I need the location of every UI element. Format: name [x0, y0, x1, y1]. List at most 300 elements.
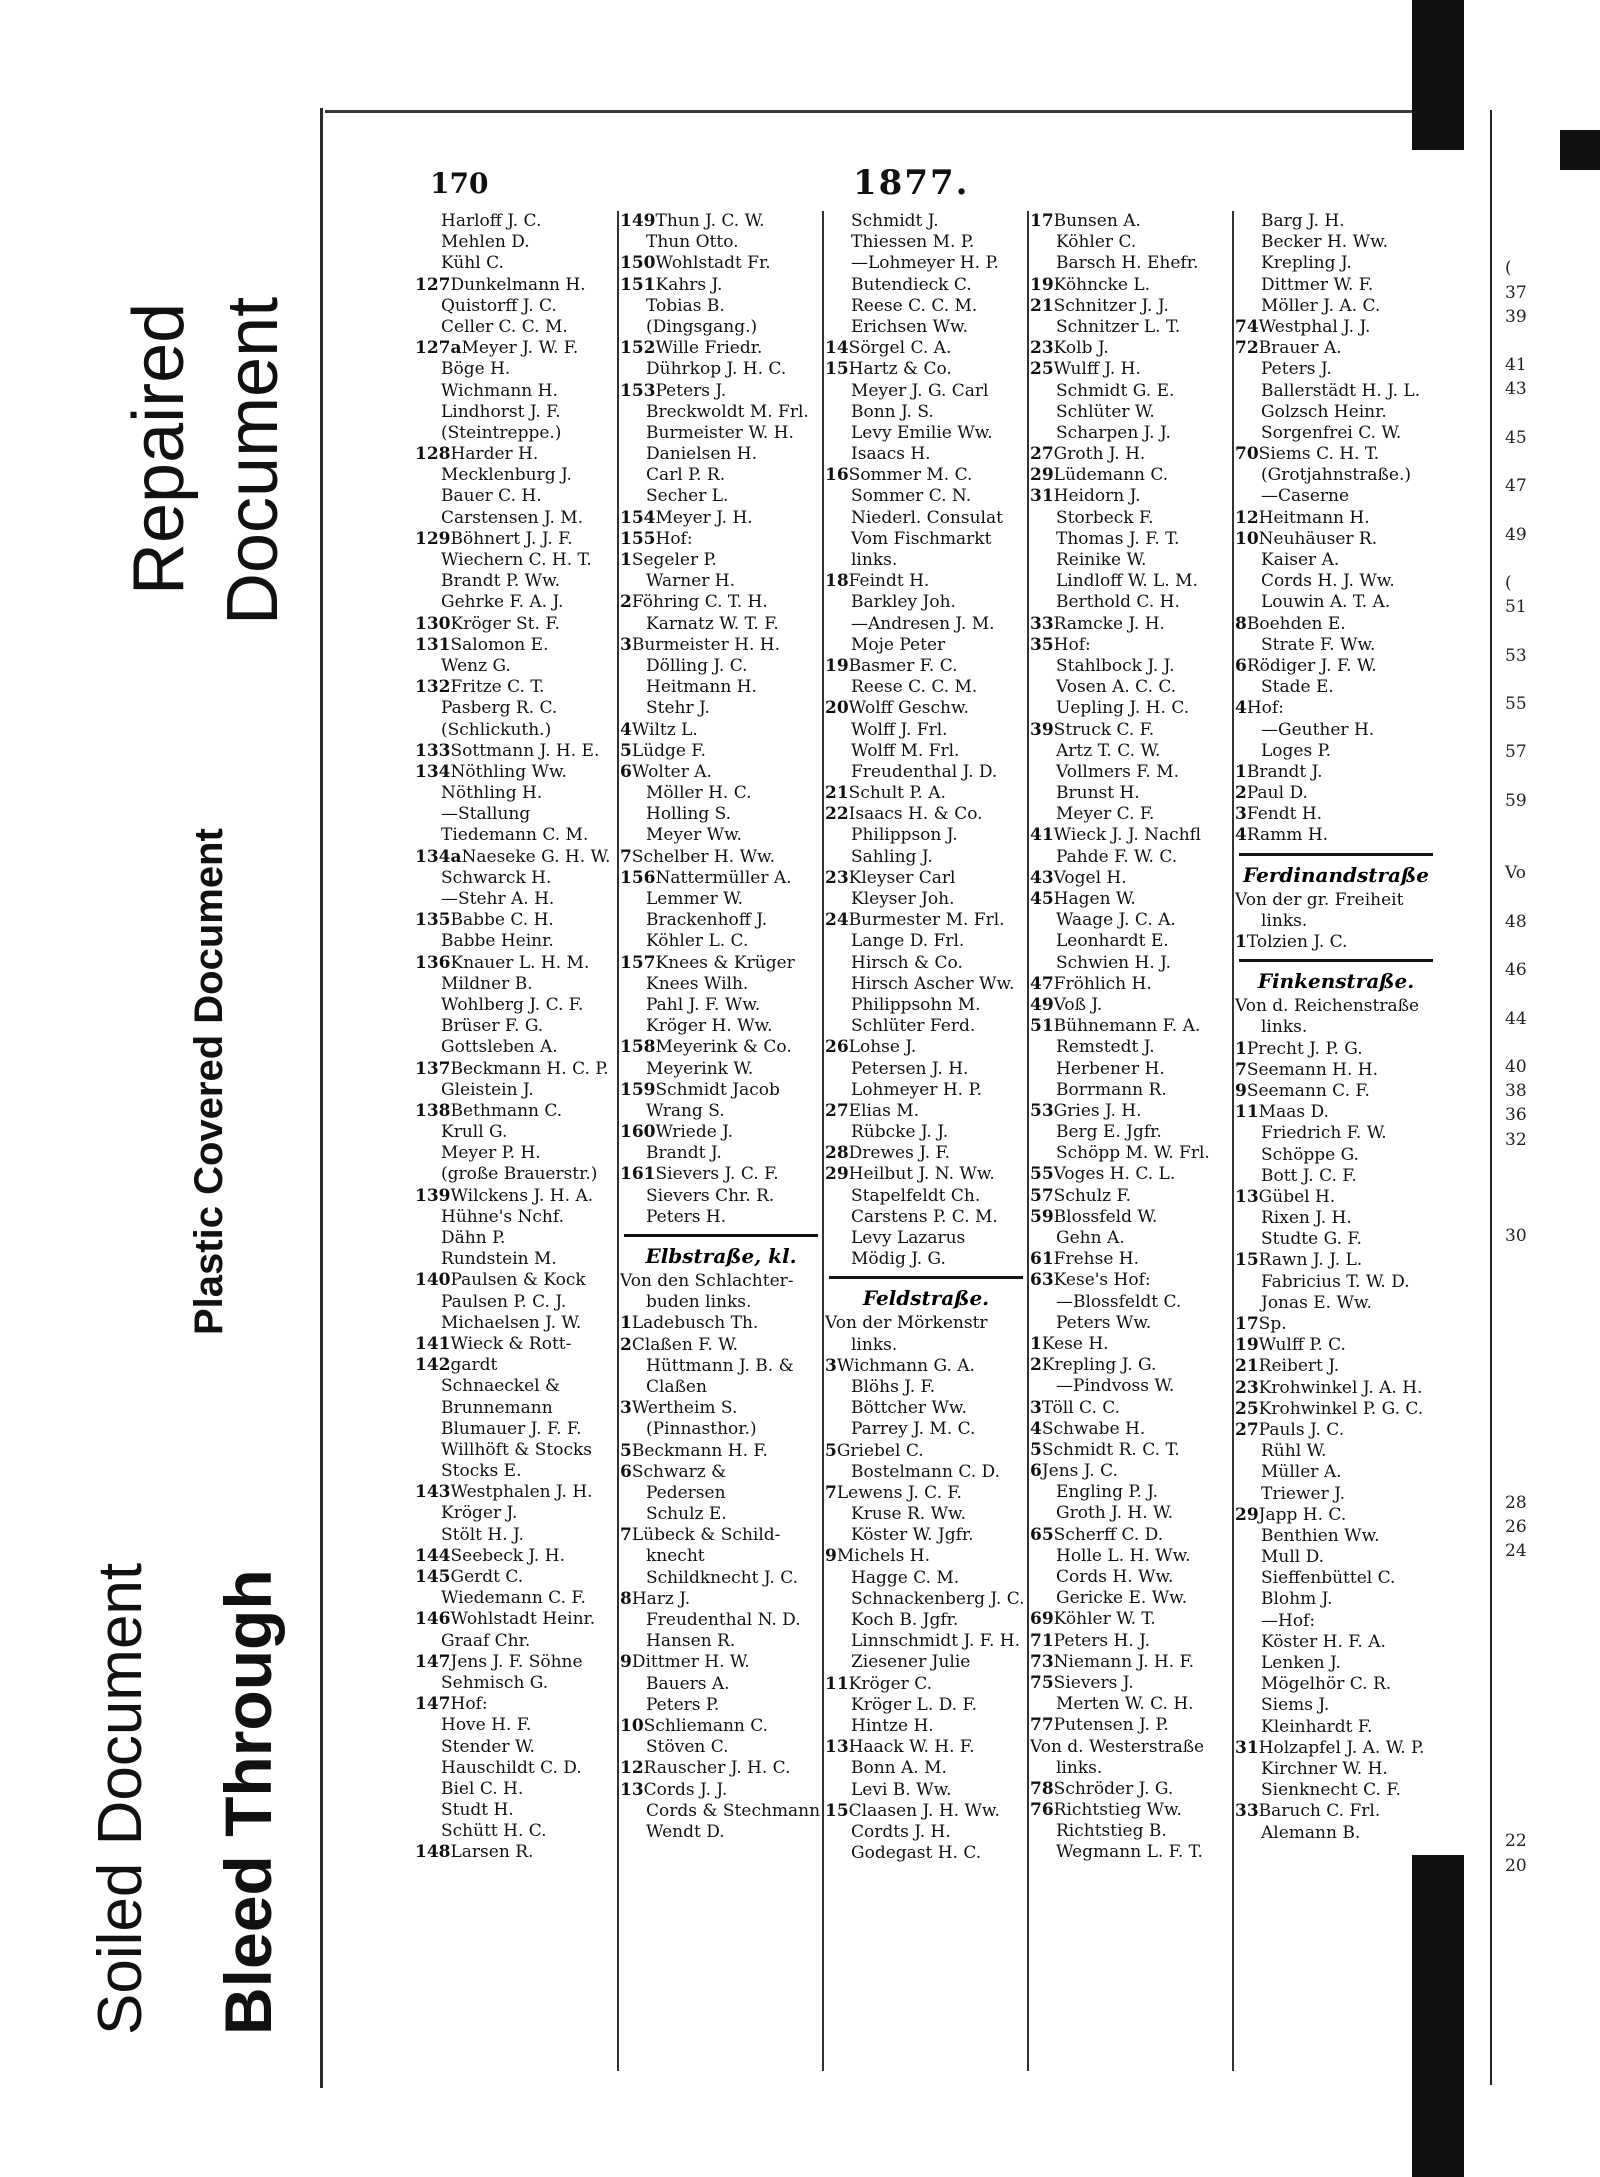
directory-entry	[1235, 1187, 1437, 1208]
directory-entry	[620, 1101, 822, 1122]
resident-name: Kröger C.	[848, 1673, 933, 1694]
resident-name: Niederl. Consulat	[851, 507, 1003, 528]
resident-name: Erichsen Ww.	[851, 316, 968, 337]
resident-name: Paulsen & Kock	[450, 1270, 586, 1291]
resident-name: Barkley Joh.	[851, 592, 956, 613]
house-number: 41	[1030, 825, 1054, 846]
resident-name: Parrey J. M. C.	[851, 1419, 976, 1440]
house-number: 49	[1030, 994, 1054, 1015]
house-number: 145	[415, 1567, 451, 1587]
resident-name: Schröder J. G.	[1053, 1778, 1174, 1799]
resident-name: Brauer A.	[1258, 338, 1342, 359]
directory-entry	[415, 741, 617, 762]
resident-name: Peters H. J.	[1053, 1630, 1151, 1651]
directory-entry	[825, 1207, 1027, 1228]
resident-name: Kröger J.	[441, 1503, 518, 1524]
next-page-line: 36	[1505, 1105, 1527, 1126]
house-number: 127	[415, 274, 451, 295]
resident-name: Quistorff J. C.	[441, 295, 557, 316]
house-number: 11	[1235, 1102, 1259, 1123]
directory-entry	[620, 253, 822, 274]
resident-name: Secher L.	[646, 486, 729, 507]
label-repaired: Repaired	[119, 302, 199, 595]
directory-entry	[415, 1080, 617, 1101]
resident-name: Groth J. H. W.	[1056, 1503, 1173, 1524]
directory-entry	[825, 1016, 1027, 1037]
directory-entry	[620, 211, 822, 232]
directory-entry	[415, 847, 617, 868]
directory-entry	[1235, 1123, 1437, 1144]
resident-name: Claßen F. W.	[631, 1334, 739, 1355]
resident-name: Hof:	[1246, 698, 1284, 719]
binding-bar-bottom	[1412, 1855, 1464, 2177]
directory-entry	[825, 359, 1027, 380]
house-number: 23	[1235, 1377, 1259, 1398]
resident-name: Stender W.	[441, 1736, 535, 1757]
house-number: 22	[825, 804, 849, 825]
directory-entry	[620, 1164, 822, 1185]
directory-entry	[1235, 444, 1437, 465]
resident-name: Schnitzer J. J.	[1053, 295, 1169, 316]
next-page-edge	[1490, 110, 1492, 2085]
directory-entry	[1030, 232, 1232, 253]
directory-entry	[825, 1356, 1027, 1377]
directory-entry	[1235, 550, 1437, 571]
directory-entry	[415, 1186, 617, 1207]
resident-name: Köster H. F. A.	[1261, 1631, 1386, 1652]
house-number: 9	[825, 1546, 837, 1567]
resident-name: Ladebusch Th.	[631, 1313, 759, 1334]
directory-entry	[1235, 804, 1437, 825]
directory-column-1	[415, 211, 619, 2071]
directory-entry	[620, 529, 822, 550]
house-number: 130	[415, 613, 451, 634]
next-page-line: 47	[1505, 476, 1527, 497]
directory-entry	[620, 1419, 822, 1440]
resident-name: Schmidt R. C. T.	[1041, 1439, 1180, 1460]
house-number: 161	[620, 1164, 656, 1185]
house-number: 12	[1235, 507, 1259, 528]
resident-name: Schlüter Ferd.	[851, 1016, 976, 1037]
house-number: 128	[415, 444, 451, 465]
directory-entry	[1030, 1355, 1232, 1376]
directory-entry	[620, 508, 822, 529]
resident-name: Wolff J. Frl.	[851, 719, 948, 740]
directory-entry	[1030, 1398, 1232, 1419]
directory-entry	[1235, 698, 1437, 719]
resident-name: Salomon E.	[450, 634, 549, 655]
house-number: 1	[1235, 1038, 1247, 1059]
house-number: 2	[620, 592, 632, 613]
directory-entry	[415, 592, 617, 613]
directory-entry	[620, 868, 822, 889]
house-number: 17	[1030, 211, 1054, 231]
resident-name: Freudenthal N. D.	[646, 1610, 801, 1630]
street-divider	[624, 1234, 818, 1237]
house-number: 3	[1235, 804, 1247, 825]
directory-entry	[1030, 1715, 1232, 1736]
directory-entry	[825, 317, 1027, 338]
scanned-page	[325, 110, 1455, 2088]
resident-name: Remstedt J.	[1056, 1037, 1155, 1058]
directory-entry	[415, 232, 617, 253]
directory-entry	[1030, 1588, 1232, 1609]
next-page-line: 26	[1505, 1516, 1527, 1537]
directory-entry	[415, 1292, 617, 1313]
resident-name: Mecklenburg J.	[441, 465, 572, 486]
directory-entry	[415, 698, 617, 719]
directory-entry	[620, 423, 822, 444]
resident-name: Benthien Ww.	[1261, 1525, 1380, 1546]
resident-name: Scherff C. D.	[1053, 1524, 1164, 1545]
resident-name: Larsen R.	[450, 1842, 534, 1863]
house-number: 5	[1030, 1439, 1042, 1460]
directory-entry	[415, 995, 617, 1016]
directory-entry	[620, 1780, 822, 1801]
resident-name: Knees & Krüger	[655, 952, 795, 973]
house-number: 39	[1030, 719, 1054, 740]
resident-name: Wohlberg J. C. F.	[441, 994, 584, 1015]
directory-entry	[1030, 1609, 1232, 1630]
resident-name: Gottsleben A.	[441, 1037, 558, 1058]
directory-entry	[415, 338, 617, 359]
directory-column-3	[825, 211, 1029, 2071]
resident-name: Tolzien J. C.	[1246, 932, 1348, 952]
resident-name: Schöpp M. W. Frl.	[1056, 1143, 1210, 1164]
directory-entry	[1235, 1441, 1437, 1462]
directory-entry	[620, 889, 822, 910]
directory-entry	[415, 910, 617, 931]
house-number: 70	[1235, 444, 1259, 465]
directory-entry	[1235, 890, 1437, 911]
resident-name: Rawn J. J. L.	[1258, 1250, 1363, 1271]
resident-name: Kleyser Carl	[848, 867, 956, 888]
resident-name: Siems C. H. T.	[1258, 444, 1380, 465]
resident-name: Ramcke J. H.	[1053, 613, 1165, 634]
resident-name: Burmeister W. H.	[646, 422, 794, 443]
resident-name: Westphal J. J.	[1258, 316, 1371, 337]
directory-entry	[1235, 783, 1437, 804]
resident-name: Isaacs H.	[851, 444, 931, 465]
directory-entry	[1030, 1800, 1232, 1821]
house-number: 29	[1030, 465, 1054, 486]
directory-entry	[1030, 656, 1232, 677]
house-number: 5	[620, 740, 632, 761]
directory-entry	[1030, 444, 1232, 465]
directory-entry	[415, 762, 617, 783]
resident-name: —Blossfeldt C.	[1056, 1291, 1182, 1312]
house-number: 45	[1030, 889, 1054, 909]
directory-entry	[1235, 1759, 1437, 1780]
directory-entry	[415, 1376, 617, 1397]
directory-entry	[620, 571, 822, 592]
resident-name: Nöthling H.	[441, 783, 543, 804]
house-number: 31	[1030, 486, 1054, 507]
directory-entry	[1235, 1462, 1437, 1483]
directory-entry	[415, 1313, 617, 1334]
resident-name: Rödiger J. F. W.	[1246, 655, 1377, 676]
resident-name: Krepling J.	[1261, 253, 1352, 274]
directory-entry	[415, 1673, 617, 1694]
directory-entry	[1030, 423, 1232, 444]
directory-entry	[415, 889, 617, 910]
directory-entry	[825, 465, 1027, 486]
directory-entry	[1030, 1313, 1232, 1334]
resident-name: Thun Otto.	[646, 232, 739, 253]
directory-entry	[620, 1695, 822, 1716]
resident-name: Sommer C. N.	[851, 486, 972, 507]
house-number: 28	[825, 1143, 849, 1164]
directory-entry	[415, 1715, 617, 1736]
resident-name: knecht	[646, 1546, 705, 1567]
directory-entry	[1030, 550, 1232, 571]
resident-name: Brandt J.	[1246, 761, 1323, 782]
directory-entry	[1235, 1166, 1437, 1187]
house-number: 156	[620, 867, 656, 888]
directory-columns	[415, 211, 1440, 2071]
directory-entry	[1030, 1842, 1232, 1863]
directory-entry	[825, 1631, 1027, 1652]
directory-entry	[1030, 1164, 1232, 1185]
directory-entry	[1030, 1419, 1232, 1440]
house-number: 35	[1030, 634, 1054, 655]
resident-name: Sievers J. C. F.	[655, 1164, 779, 1185]
resident-name: Drewes J. F.	[848, 1143, 951, 1164]
next-page-line: 44	[1505, 1008, 1527, 1029]
directory-entry	[1030, 1482, 1232, 1503]
house-number: 6	[620, 1461, 632, 1482]
directory-entry	[825, 1419, 1027, 1440]
directory-entry	[1235, 1653, 1437, 1674]
resident-name: Knees Wilh.	[646, 973, 749, 994]
directory-entry	[620, 1610, 822, 1631]
directory-entry	[620, 275, 822, 296]
resident-name: Schnaeckel &	[441, 1376, 561, 1397]
resident-name: Frehse H.	[1053, 1249, 1140, 1270]
house-number: 4	[620, 719, 632, 740]
directory-entry	[620, 995, 822, 1016]
resident-name: Claasen J. H. Ww.	[848, 1800, 1000, 1821]
directory-entry	[1030, 1440, 1232, 1461]
house-number: 59	[1030, 1206, 1054, 1227]
directory-entry	[415, 1842, 617, 1863]
directory-entry	[1235, 253, 1437, 274]
resident-name: Hansen R.	[646, 1631, 736, 1652]
resident-name: Leonhardt E.	[1056, 931, 1169, 952]
directory-entry	[1235, 1250, 1437, 1271]
directory-entry	[620, 1822, 822, 1843]
resident-name: Berg E. Jgfr.	[1056, 1122, 1162, 1143]
directory-entry	[415, 1440, 617, 1461]
directory-entry	[825, 1398, 1027, 1419]
resident-name: Peters Ww.	[1056, 1312, 1152, 1333]
resident-name: Böhnert J. J. F.	[450, 528, 573, 549]
directory-entry	[1235, 1081, 1437, 1102]
directory-entry	[1030, 402, 1232, 423]
house-number: 13	[825, 1737, 849, 1758]
resident-name: Wilckens J. H. A.	[450, 1185, 594, 1206]
directory-entry	[1030, 910, 1232, 931]
house-number: 8	[620, 1588, 632, 1609]
resident-name: Studt H.	[441, 1800, 514, 1821]
house-number: 7	[1235, 1059, 1247, 1080]
resident-name: Jens J. F. Söhne	[450, 1651, 583, 1672]
directory-entry	[620, 1462, 822, 1483]
directory-entry	[825, 211, 1027, 232]
directory-entry	[825, 783, 1027, 804]
directory-entry	[415, 974, 617, 995]
house-number: 151	[620, 274, 656, 295]
house-number: 147	[415, 1694, 451, 1715]
directory-entry	[825, 529, 1027, 550]
directory-entry	[620, 444, 822, 465]
directory-entry	[1030, 296, 1232, 317]
directory-entry	[1235, 825, 1437, 846]
house-number: 77	[1030, 1715, 1054, 1736]
house-number: 19	[825, 655, 849, 676]
directory-entry	[825, 1249, 1027, 1270]
directory-entry	[1030, 508, 1232, 529]
resident-name: Putensen J. P.	[1053, 1715, 1169, 1736]
resident-name: Japp H. C.	[1258, 1504, 1347, 1525]
resident-name: Beckmann H. C. P.	[450, 1058, 609, 1079]
directory-entry	[1235, 1674, 1437, 1695]
resident-name: Bonn A. M.	[851, 1758, 947, 1779]
directory-entry	[415, 1821, 617, 1842]
resident-name: Kröger L. D. F.	[851, 1694, 978, 1715]
directory-entry	[825, 974, 1027, 995]
resident-name: Carl P. R.	[646, 465, 726, 486]
resident-name: Schnitzer L. T.	[1056, 316, 1181, 337]
resident-name: Kleinhardt F.	[1261, 1716, 1373, 1737]
directory-entry	[825, 1589, 1027, 1610]
directory-entry	[620, 635, 822, 656]
directory-entry	[1235, 211, 1437, 232]
resident-name: Feindt H.	[848, 571, 930, 592]
resident-name: Merten W. C. H.	[1056, 1694, 1194, 1715]
directory-entry	[415, 635, 617, 656]
next-page-line: 46	[1505, 960, 1527, 981]
directory-entry	[415, 1758, 617, 1779]
house-number: 43	[1030, 867, 1054, 888]
directory-entry	[620, 1207, 822, 1228]
directory-entry	[415, 1143, 617, 1164]
directory-entry	[1235, 423, 1437, 444]
directory-entry	[1030, 211, 1232, 232]
directory-entry	[825, 1143, 1027, 1164]
resident-name: Barg J. H.	[1261, 211, 1345, 231]
directory-entry	[620, 1122, 822, 1143]
directory-entry	[415, 1059, 617, 1080]
directory-entry	[1235, 1017, 1437, 1038]
house-number: 3	[1030, 1397, 1042, 1418]
resident-name: Brunst H.	[1056, 783, 1140, 804]
resident-name: Mildner B.	[441, 973, 533, 994]
resident-name: Dittmer H. W.	[631, 1652, 750, 1673]
resident-name: Siems J.	[1261, 1695, 1330, 1716]
house-number: 14	[825, 338, 849, 359]
house-number: 10	[620, 1715, 644, 1736]
resident-name: Segeler P.	[631, 550, 717, 570]
resident-name: Von d. Westerstraße	[1030, 1736, 1205, 1757]
resident-name: Lemmer W.	[646, 889, 744, 909]
resident-name: Reese C. C. M.	[851, 295, 978, 316]
house-number: 27	[1235, 1419, 1259, 1440]
directory-entry	[415, 296, 617, 317]
resident-name: Elias M.	[848, 1100, 920, 1121]
directory-entry	[825, 550, 1027, 571]
resident-name: Schütt H. C.	[441, 1821, 547, 1842]
resident-name: (große Brauerstr.)	[441, 1164, 598, 1185]
resident-name: Thun J. C. W.	[655, 211, 765, 231]
directory-entry	[825, 1441, 1027, 1462]
directory-entry	[1235, 465, 1437, 486]
resident-name: Bunsen A.	[1053, 211, 1141, 231]
directory-entry	[620, 825, 822, 846]
resident-name: Bethmann C.	[450, 1100, 563, 1121]
resident-name: Cords J. J.	[643, 1779, 728, 1800]
directory-entry	[825, 571, 1027, 592]
resident-name: Barsch H. Ehefr.	[1056, 253, 1199, 274]
resident-name: Schwarck H.	[441, 867, 552, 888]
next-page-line: 20	[1505, 1855, 1527, 1876]
resident-name: links.	[1261, 910, 1308, 931]
resident-name: Meyer J. W. F.	[461, 338, 579, 359]
resident-name: —Andresen J. M.	[851, 613, 995, 634]
next-page-line: 37	[1505, 282, 1527, 303]
resident-name: Meyerink W.	[646, 1058, 754, 1079]
directory-entry	[1235, 1823, 1437, 1844]
resident-name: Stocks E.	[441, 1461, 522, 1482]
resident-name: Meyer Ww.	[646, 825, 743, 846]
resident-name: Meyer J. H.	[655, 507, 753, 528]
resident-name: Voß J.	[1053, 994, 1103, 1015]
directory-entry	[620, 1568, 822, 1589]
directory-entry	[415, 677, 617, 698]
resident-name: Meyerink & Co.	[655, 1037, 792, 1058]
directory-entry	[620, 1631, 822, 1652]
resident-name: Kaiser A.	[1261, 550, 1340, 570]
directory-entry	[1030, 486, 1232, 507]
directory-entry	[620, 804, 822, 825]
directory-entry	[1030, 465, 1232, 486]
resident-name: Pahl J. F. Ww.	[646, 994, 761, 1015]
directory-entry	[415, 317, 617, 338]
directory-entry	[825, 1080, 1027, 1101]
directory-entry	[415, 1737, 617, 1758]
directory-entry	[1235, 1208, 1437, 1229]
directory-entry	[415, 1546, 617, 1567]
directory-entry	[1030, 1461, 1232, 1482]
directory-entry	[1030, 1737, 1232, 1758]
resident-name: (Grotjahnstraße.)	[1261, 465, 1411, 486]
resident-name: Precht J. P. G.	[1246, 1038, 1363, 1059]
directory-entry	[1030, 1779, 1232, 1800]
house-number: 5	[825, 1440, 837, 1461]
street-divider	[1239, 853, 1433, 856]
resident-name: Dähn P.	[441, 1228, 506, 1248]
resident-name: Becker H. Ww.	[1261, 232, 1389, 253]
directory-entry	[415, 804, 617, 825]
directory-entry	[1235, 275, 1437, 296]
house-number: 129	[415, 528, 451, 549]
resident-name: Hof:	[655, 528, 693, 549]
resident-name: Kese's Hof:	[1053, 1270, 1151, 1291]
resident-name: Basmer F. C.	[848, 655, 958, 676]
resident-name: Holle L. H. Ww.	[1056, 1545, 1191, 1566]
next-page-line: 41	[1505, 355, 1527, 376]
directory-entry	[1030, 381, 1232, 402]
